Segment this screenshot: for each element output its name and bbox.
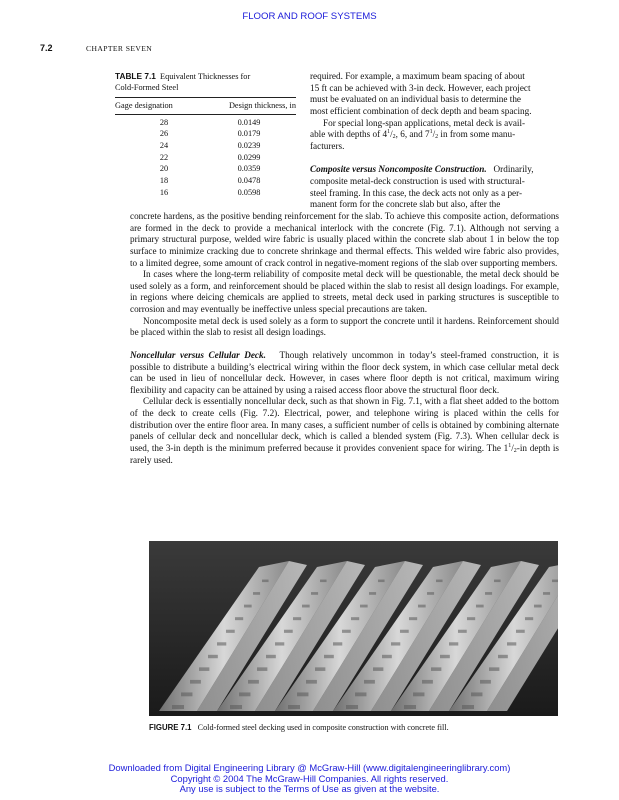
- paragraph-composite-cont: concrete hardens, as the positive bending reinforcement for the slab. To achieve this composite action, deformations are formed in the deck to provide a mechanical interlock with the concrete (Fig. 7.1). Although not serving a primary structural purpose, welded wire fabric is usually placed within the concrete slab about 1 in below the top surface to minimize cracking due to concrete shrinkage and thermal effects. This welded wire fabric also provides, to a limited degree, some amount of crack control in negative-moment regions of the slab over supporting members.: [130, 211, 559, 268]
- section-heading-composite: Composite versus Noncomposite Construction.: [310, 164, 487, 175]
- paragraph-span-lines: [310, 71, 559, 118]
- deck-embossment: [351, 617, 359, 620]
- text-line: able with depths of $4^1/_2$, 6, and $7^1/_2$ in from some manu-: [310, 129, 516, 141]
- deck-embossment: [431, 667, 441, 671]
- text-line: For special long-span applications, metal deck is avail-: [323, 117, 526, 128]
- deck-embossment: [311, 592, 318, 595]
- deck-embossment: [413, 692, 424, 696]
- gage-cell: 16: [159, 187, 169, 197]
- figure-caption: [149, 723, 449, 732]
- deck-embossment: [382, 655, 392, 658]
- text-line: manent form for the concrete slab but also, after the: [310, 199, 501, 210]
- deck-embossment: [333, 642, 342, 645]
- thickness-cell: 0.0179: [237, 129, 261, 139]
- deck-embossment: [476, 605, 484, 608]
- deck-embossment: [436, 580, 443, 583]
- deck-embossment: [480, 680, 491, 684]
- deck-embossment: [199, 667, 209, 671]
- deck-embossment: [244, 605, 252, 608]
- gage-cell: 28: [159, 117, 169, 127]
- table-row: [115, 163, 296, 175]
- deck-embossment: [543, 592, 550, 595]
- footer-copyright: Copyright © 2004 The McGraw-Hill Companies. All rights reserved.: [170, 772, 449, 784]
- gage-cell: 22: [159, 152, 169, 162]
- text-line: must be evaluated on an individual basis to determine the: [310, 94, 522, 105]
- deck-embossment: [248, 680, 259, 684]
- deck-embossment: [373, 667, 383, 671]
- gage-cell: 18: [159, 176, 169, 186]
- deck-embossment: [427, 592, 434, 595]
- deck-embossment: [284, 630, 293, 633]
- deck-embossment: [507, 642, 516, 645]
- deck-embossment: [239, 692, 250, 696]
- deck-embossment: [489, 667, 499, 671]
- deck-embossment: [378, 580, 385, 583]
- right-column: [310, 71, 559, 211]
- steel-deck-illustration: [149, 541, 558, 716]
- deck-embossment: [217, 642, 226, 645]
- gage-cell: 24: [159, 140, 169, 150]
- figure-7-1-photo: [149, 541, 558, 716]
- deck-embossment: [208, 655, 218, 658]
- deck-embossment: [288, 705, 300, 709]
- table-caption: [115, 71, 296, 93]
- figure-caption-text: Cold-formed steel decking used in composite construction with concrete fill.: [197, 723, 449, 732]
- deck-embossment: [297, 692, 308, 696]
- section-heading-cellular: Noncellular versus Cellular Deck.: [130, 349, 266, 360]
- paragraph-long-span: [310, 118, 559, 153]
- text-line: facturers.: [310, 140, 345, 151]
- table-title-line1: Equivalent Thicknesses for: [160, 72, 251, 81]
- deck-embossment: [462, 705, 474, 709]
- gage-cell: 20: [159, 164, 169, 174]
- deck-embossment: [172, 705, 184, 709]
- gage-cell: 26: [159, 129, 169, 139]
- page-number: 7.2: [40, 43, 53, 53]
- thickness-cell: 0.0239: [237, 140, 261, 150]
- deck-embossment: [364, 680, 375, 684]
- text-line: Composite versus Noncomposite Construction. Ordinarily,: [310, 164, 534, 175]
- deck-embossment: [275, 642, 284, 645]
- paragraph-cellular: Noncellular versus Cellular Deck. Though relatively uncommon in today’s steel-framed construction, it is possible to distribute a building’s electrical wiring within the floor deck system, in which case cellular metal deck can be used in lieu of noncellular deck. However, in cases where floor depth is not critical, maximum wiring flexibility and capacity can be attained by using a raised access floor above the structural floor deck.: [130, 349, 560, 395]
- thickness-cell: 0.0299: [237, 152, 261, 162]
- deck-embossment: [485, 592, 492, 595]
- deck-embossment: [253, 592, 260, 595]
- table-header-row: [115, 98, 296, 114]
- deck-embossment: [525, 617, 533, 620]
- table-row: [115, 128, 296, 140]
- body-text: [130, 211, 559, 466]
- footer-terms-link[interactable]: Any use is subject to the Terms of Use as given at the website.: [179, 783, 440, 795]
- table-body: [115, 117, 296, 199]
- deck-embossment: [422, 680, 433, 684]
- running-title: FLOOR AND ROOF SYSTEMS: [242, 11, 377, 22]
- deck-embossment: [181, 692, 192, 696]
- deck-embossment: [552, 580, 558, 583]
- deck-embossment: [190, 680, 201, 684]
- deck-embossment: [440, 655, 450, 658]
- table-row: [115, 187, 296, 199]
- deck-embossment: [342, 630, 351, 633]
- deck-embossment: [293, 617, 301, 620]
- text-line: most efficient combination of deck depth and beam spacing.: [310, 105, 532, 116]
- deck-embossment: [471, 692, 482, 696]
- deck-embossment: [315, 667, 325, 671]
- deck-embossment: [230, 705, 242, 709]
- deck-embossment: [391, 642, 400, 645]
- deck-embossment: [409, 617, 417, 620]
- deck-embossment: [467, 617, 475, 620]
- text-line: composite metal-deck construction is used with structural-: [310, 176, 525, 186]
- deck-embossment: [302, 605, 310, 608]
- chapter-title: CHAPTER SEVEN: [86, 44, 153, 53]
- footer: [0, 763, 619, 795]
- table-row: [115, 152, 296, 164]
- deck-embossment: [324, 655, 334, 658]
- deck-embossment: [235, 617, 243, 620]
- deck-embossment: [266, 655, 276, 658]
- deck-embossment: [418, 605, 426, 608]
- deck-embossment: [400, 630, 409, 633]
- deck-embossment: [306, 680, 317, 684]
- paragraph-composite: [310, 164, 559, 211]
- deck-embossment: [449, 642, 458, 645]
- deck-embossment: [516, 630, 525, 633]
- text-line: steel framing. In this case, the deck acts not only as a per-: [310, 187, 523, 198]
- deck-embossment: [360, 605, 368, 608]
- deck-embossment: [320, 580, 327, 583]
- deck-embossment: [355, 692, 366, 696]
- thickness-cell: 0.0359: [237, 164, 261, 174]
- deck-embossment: [226, 630, 235, 633]
- footer-download-link[interactable]: Downloaded from Digital Engineering Library @ McGraw-Hill (www.digitalengineeringlibrary.com): [108, 762, 511, 773]
- deck-embossment: [534, 605, 542, 608]
- table-label: TABLE 7.1: [115, 71, 156, 81]
- paragraph-noncomposite: Noncomposite metal deck is used solely as a form to support the concrete until it hardens. Reinforcement should be placed within the slab to resist all design loadings.: [130, 315, 559, 338]
- deck-embossment: [369, 592, 376, 595]
- paragraph-reliability: In cases where the long-term reliability of composite metal deck will be questionable, the metal deck should be used solely as a form, and reinforcement should be placed within the slab to resist all design loadings. For example, in regions where deicing chemicals are applied to streets, metal deck used in parking structures is susceptible to corrosion and may eventually be ineffective unless special precautions are taken.: [130, 269, 559, 314]
- table-col-thickness: Design thickness, in: [228, 101, 296, 110]
- paragraph-cellular-deck: Cellular deck is essentially noncellular deck, such as that shown in Fig. 7.1, with a flat sheet added to the bottom of the deck to create cells (Fig. 7.2). Electrical, power, and telephone wiring is placed within the cells for distribution over the entire floor area. In many cases, a sufficient number of cells is obtained by combining alternate panels of cellular deck and noncellular deck, which is called a blended system (Fig. 7.3). When cellular deck is used, the 3-in depth is the minimum preferred because it provides convenient space for wiring. The $1^1/_2-in$ depth is rarely used.: [130, 396, 560, 465]
- table-header-rule: [115, 114, 296, 115]
- table-row: [115, 175, 296, 187]
- table-7-1: [115, 71, 296, 198]
- deck-embossment: [262, 580, 269, 583]
- thickness-cell: 0.0149: [237, 117, 261, 127]
- deck-embossment: [498, 655, 508, 658]
- table-row: [115, 140, 296, 152]
- deck-embossment: [346, 705, 358, 709]
- deck-embossment: [458, 630, 467, 633]
- table-title-line2: Cold-Formed Steel: [115, 82, 179, 92]
- thickness-cell: 0.0598: [237, 187, 261, 197]
- text-line: 15 ft can be achieved with 3-in deck. However, each project: [310, 82, 531, 93]
- deck-embossment: [494, 580, 501, 583]
- figure-label: FIGURE 7.1: [149, 723, 192, 732]
- deck-embossment: [404, 705, 416, 709]
- table-row: [115, 117, 296, 129]
- table-col-gage: Gage designation: [115, 101, 173, 110]
- thickness-cell: 0.0478: [237, 176, 261, 186]
- text-line: required. For example, a maximum beam spacing of about: [310, 71, 525, 81]
- deck-embossment: [257, 667, 267, 671]
